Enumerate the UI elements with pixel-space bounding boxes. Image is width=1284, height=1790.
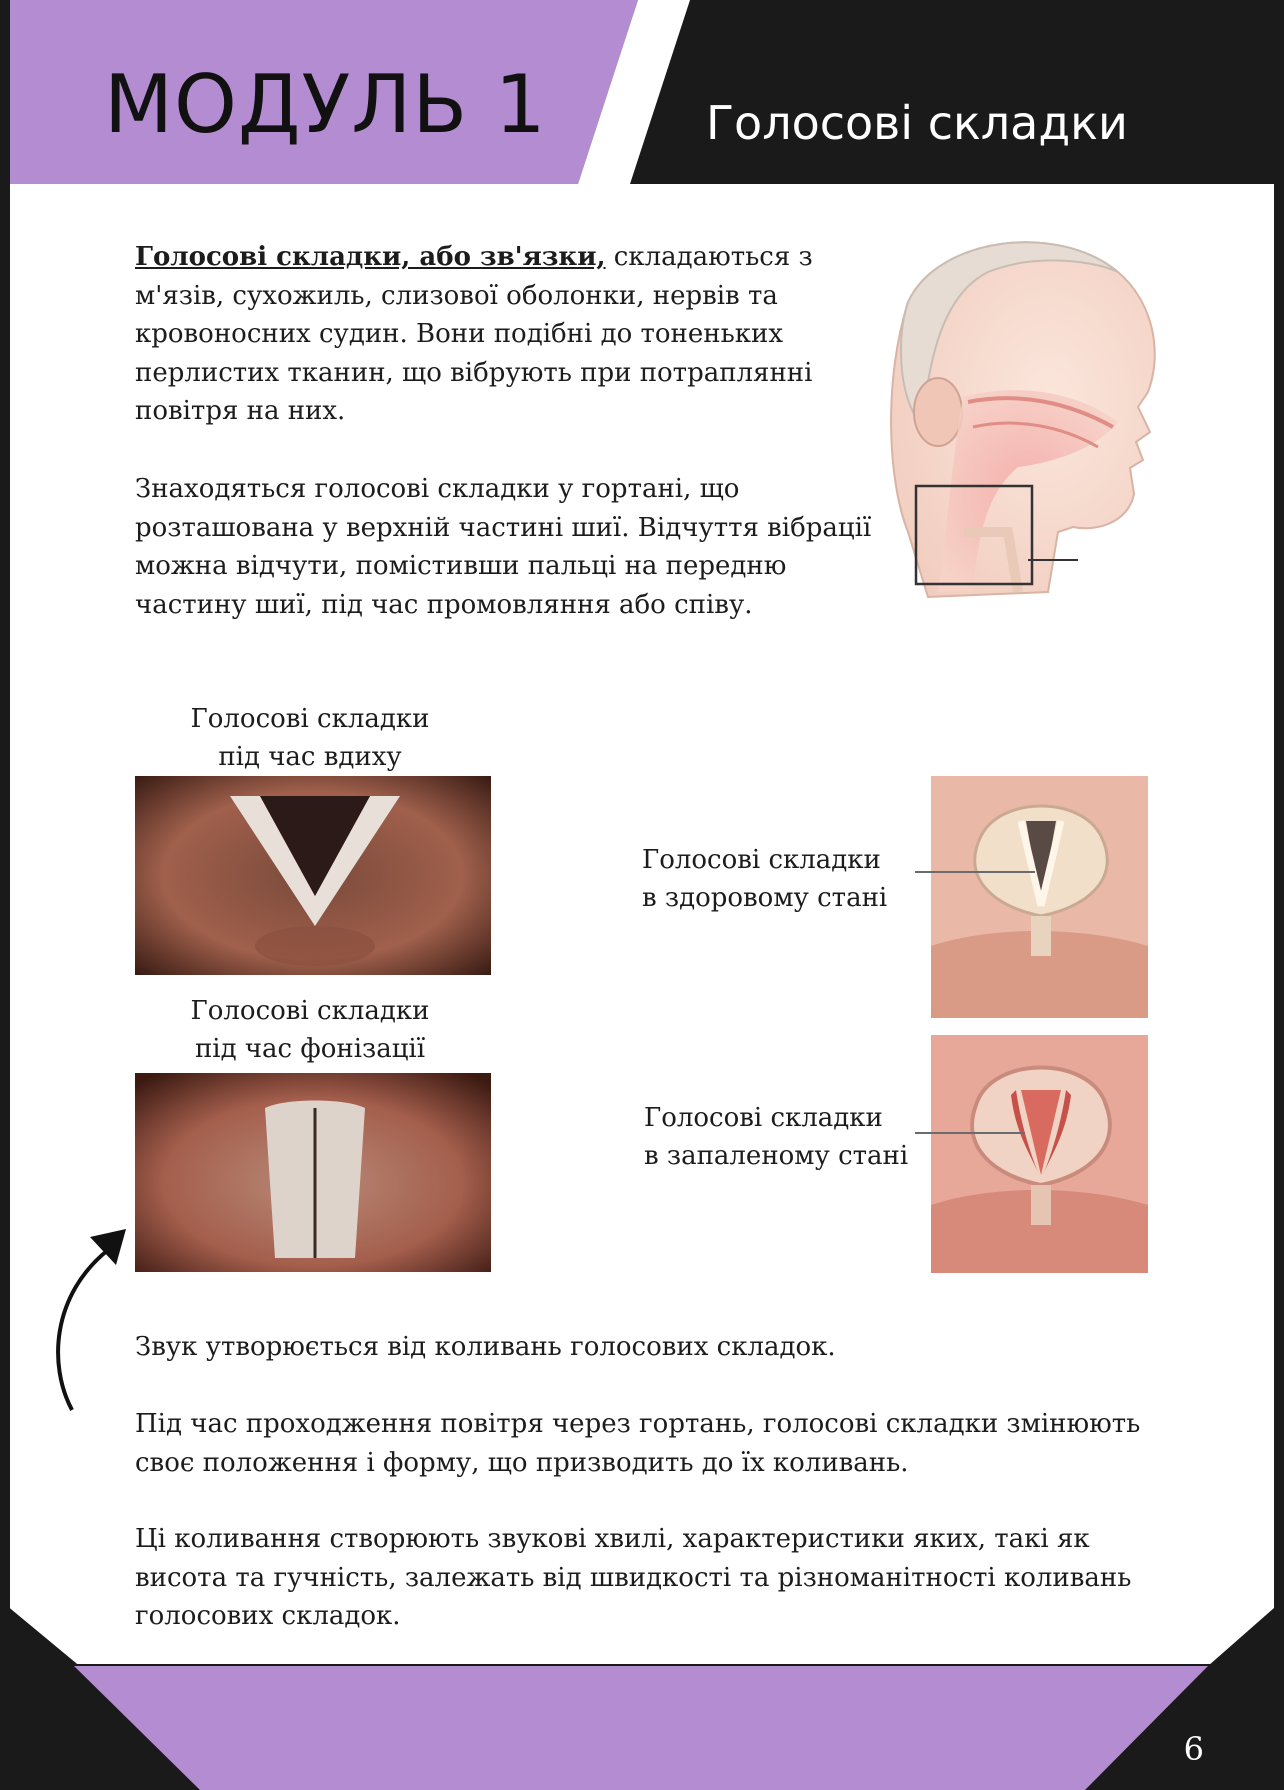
caption-inflamed-line2: в запаленому стані	[644, 1141, 909, 1171]
illustration-vocal-folds-inflamed	[931, 1035, 1148, 1273]
intro-term: Голосові складки, або зв'язки,	[135, 242, 606, 272]
sound-paragraph: Звук утворюється від коливань голосових складок.	[135, 1332, 836, 1362]
curved-arrow-icon	[40, 1215, 140, 1415]
head-profile-illustration	[868, 232, 1168, 677]
caption-phonation-line1: Голосові складки	[190, 996, 430, 1026]
caption-healthy-line1: Голосові складки	[642, 845, 881, 875]
leader-line-healthy	[915, 867, 1035, 877]
intro-paragraph	[135, 238, 875, 431]
illustration-vocal-folds-healthy	[931, 776, 1148, 1018]
waves-paragraph: Ці коливання створюють звукові хвилі, характеристики яких, такі як висота та гучність, залежать від швидкості та різноманітності коливань голосових складок.	[135, 1524, 1132, 1631]
footer-accent-band	[74, 1666, 1208, 1790]
caption-phonation-line2: під час фонізації	[194, 1034, 426, 1064]
caption-inhale-line2: під час вдиху	[218, 742, 402, 772]
intro-text: складаються з м'язів, сухожиль, слизової оболонки, нервів та кровоносних судин. Вони подібні до тоненьких перлистих тканин, що вібрують при потраплянні повітря на них.	[135, 242, 813, 426]
photo-vocal-folds-phonation	[135, 1073, 491, 1272]
air-paragraph: Під час проходження повітря через гортань, голосові складки змінюють своє положення і форму, що призводить до їх коливань.	[135, 1409, 1141, 1478]
topic-title: Голосові складки	[706, 96, 1128, 150]
location-paragraph: Знаходяться голосові складки у гортані, що розташована у верхній частині шиї. Відчуття вібрації можна відчути, помістивши пальці на передню частину шиї, під час промовляння або співу.	[135, 474, 872, 620]
caption-healthy-line2: в здоровому стані	[642, 883, 888, 913]
page-number: 6	[1183, 1730, 1204, 1768]
photo-vocal-folds-inhale	[135, 776, 491, 975]
caption-inflamed	[644, 1099, 934, 1175]
head-profile-larynx-icon	[868, 232, 1168, 677]
caption-inflamed-line1: Голосові складки	[644, 1103, 883, 1133]
leader-line-inflamed	[915, 1128, 1025, 1138]
caption-inhale-line1: Голосові складки	[190, 704, 430, 734]
module-label: МОДУЛЬ 1	[104, 58, 547, 151]
caption-inhale	[135, 700, 485, 776]
caption-healthy	[642, 841, 932, 917]
caption-phonation	[135, 992, 485, 1068]
